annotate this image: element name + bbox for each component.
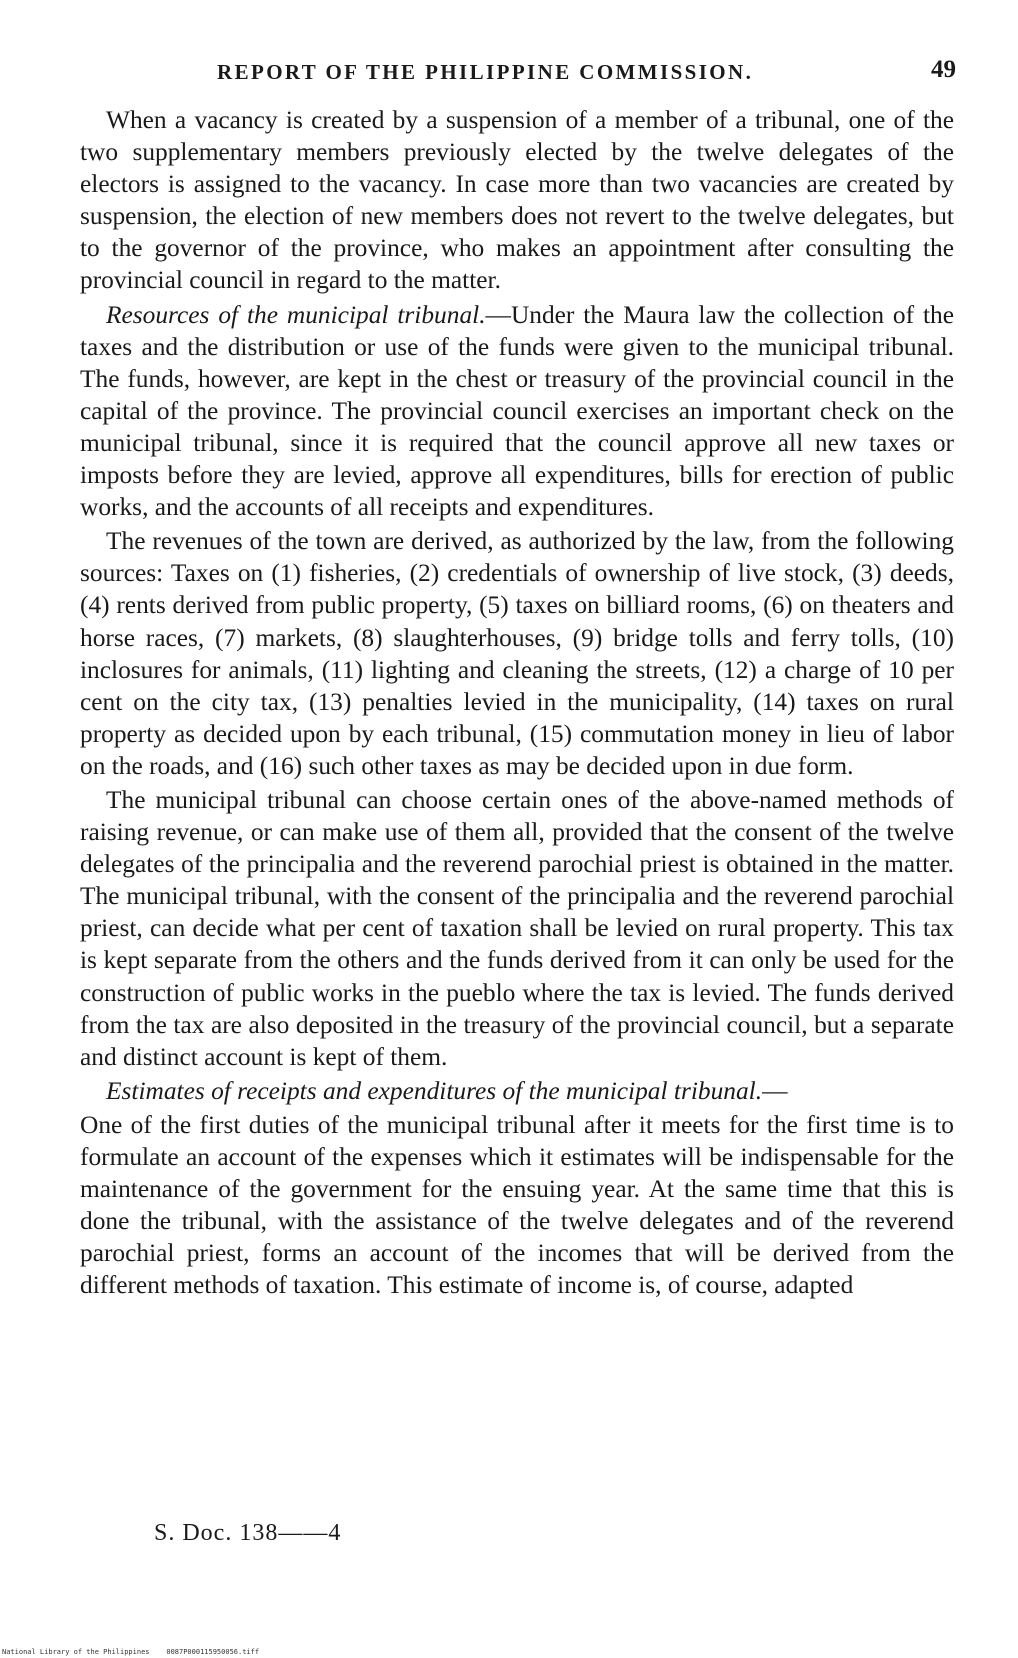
- paragraph-vacancy: [80, 104, 954, 297]
- paragraph-text: The municipal tribunal can choose certain ones of the above-named methods of raising revenue, or can make use of them all, provided that the consent of the twelve delegates of the principalia and the reverend parochial priest is obtained in the matter. The municipal tribunal, with the consent of the principalia and the reverend parochial priest, can decide what per cent of taxation shall be levied on rural property. This tax is kept separate from the others and the funds derived from it can only be used for the construction of public works in the pueblo where the tax is levied. The funds derived from the tax are also deposited in the treasury of the provincial council, but a separate and distinct account is kept of them.: [80, 785, 954, 1071]
- paragraph-resources: [80, 299, 954, 524]
- paragraph-text: When a vacancy is created by a suspension of a member of a tribunal, one of the two supplementary members previously elected by the twelve delegates of the electors is assigned to the vacancy. In case more than two vacancies are created by suspension, the election of new members does not revert to the twelve delegates, but to the governor of the province, who makes an appointment after consulting the provincial council in regard to the matter.: [80, 106, 954, 295]
- sidehead-estimates: Estimates of receipts and expenditures of the municipal tribunal.: [106, 1076, 763, 1105]
- page-number: 49: [931, 56, 956, 83]
- paragraph-text: —Under the Maura law the collection of the taxes and the distribution or use of the funds were given to the municipal tribunal. The funds, however, are kept in the chest or treasury of the provincial council in the capital of the province. The provincial council exercises an important check on the municipal tribunal, since it is required that the council approve all new taxes or imposts before they are levied, approve all expenditures, bills for erection of public works, and the accounts of all receipts and expenditures.: [80, 300, 954, 522]
- paragraph-text: —: [762, 1076, 788, 1105]
- paragraph-methods: [80, 784, 954, 1073]
- scan-footer: National Library of the Philippines 0087P000115950056.tiff: [2, 1648, 260, 1656]
- page-body: [80, 104, 954, 1303]
- signature-mark: S. Doc. 138——4: [154, 1520, 342, 1546]
- running-head: REPORT OF THE PHILIPPINE COMMISSION.: [217, 60, 754, 84]
- paragraph-text: One of the first duties of the municipal tribunal after it meets for the first time is to formulate an account of the expenses which it estimates will be indispensable for the maintenance of the government for the ensuing year. At the same time that this is done the tribunal, with the assistance of the twelve delegates and of the reverend parochial priest, forms an account of the incomes that will be derived from the different methods of taxation. This estimate of income is, of course, adapted: [80, 1110, 954, 1300]
- sidehead-resources: Resources of the municipal tribunal.: [106, 300, 486, 329]
- paragraph-revenues: [80, 525, 954, 782]
- paragraph-text: The revenues of the town are derived, as authorized by the law, from the following sources: Taxes on (1) fisheries, (2) credentials of ownership of live stock, (3) deeds, (4) rents derived from public property, (5) taxes on billiard rooms, (6) on theaters and horse races, (7) markets, (8) slaughterhouses, (9) bridge tolls and ferry tolls, (10) inclosures for animals, (11) lighting and cleaning the streets, (12) a charge of 10 per cent on the city tax, (13) penalties levied in the municipality, (14) taxes on rural property as decided upon by each tribunal, (15) commutation money in lieu of labor on the roads, and (16) such other taxes as may be decided upon in due form.: [80, 527, 954, 780]
- paragraph-estimates: [80, 1109, 954, 1302]
- paragraph-estimates-heading: [80, 1075, 954, 1107]
- page-header: [60, 54, 956, 90]
